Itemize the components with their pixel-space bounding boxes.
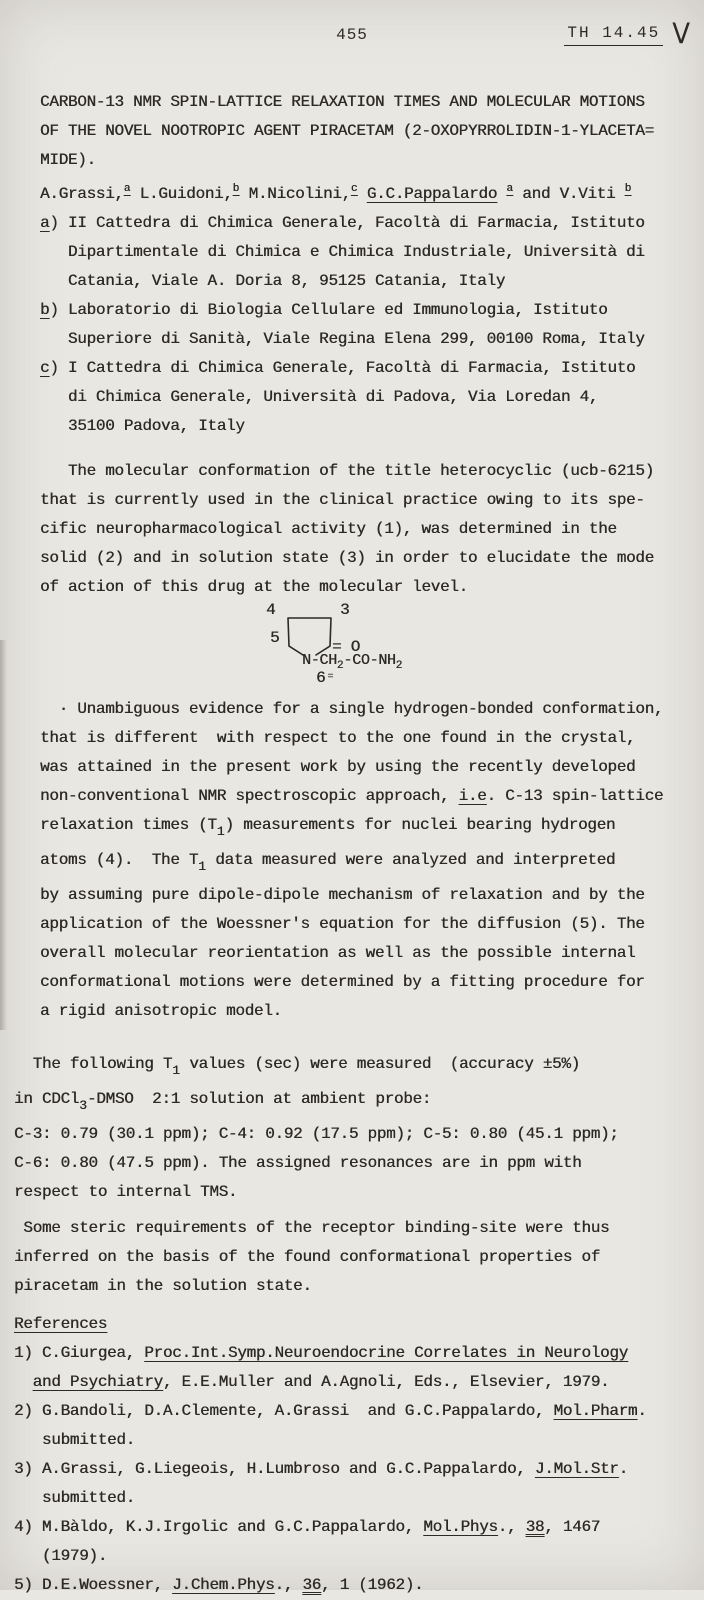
para-t1-values-line-5: respect to internal TMS. (14, 1183, 238, 1201)
para-evidence-line-6 (40, 846, 690, 881)
block-para-t1-values (14, 1050, 690, 1207)
text-segment: , E.E.Muller and A.Agnoli, Eds., Elsevier, 1979. (162, 1373, 610, 1391)
para-conformation-line-5: of action of this drug at the molecular level. (40, 578, 468, 596)
references-line-8: (1979). (14, 1547, 108, 1565)
structure-label-c6-mark: = (327, 672, 333, 683)
text-segment: 2 (336, 660, 344, 672)
text-segment: . (618, 1460, 628, 1478)
abstract-body (14, 88, 690, 1600)
pyrrolidinone-ring-drawing (252, 596, 482, 691)
text-segment: ) I Cattedra di Chimica Generale, Facoltà di Farmacia, Istituto (49, 359, 636, 377)
text-segment: 2) G.Bandoli, D.A.Clemente, A.Grassi and G.C.Pappalardo, (14, 1402, 554, 1420)
text-segment: values (sec) were measured (accuracy ±5%) (179, 1055, 580, 1073)
para-evidence-line-11: a rigid anisotropic model. (40, 1002, 282, 1020)
text-segment: ) Laboratorio di Biologia Cellulare ed Immunologia, Istituto (49, 301, 608, 319)
para-t1-values-line-4: C-6: 0.80 (47.5 ppm). The assigned resonances are in ppm with (14, 1154, 582, 1172)
text-segment: ., (497, 1518, 526, 1536)
session-code-text: TH 14.45 (564, 24, 663, 46)
page-number: 455 (336, 26, 368, 44)
block-para-steric (14, 1214, 690, 1301)
block-references-heading (14, 1310, 690, 1339)
para-steric-line-3: piracetam in the solution state. (14, 1277, 312, 1295)
text-segment: Mol.Phys (423, 1518, 498, 1536)
text-segment: a (40, 214, 50, 232)
text-segment: 3) A.Grassi, G.Liegeois, H.Lumbroso and G.C.Pappalardo, (14, 1460, 535, 1478)
text-segment: References (14, 1315, 108, 1333)
text-segment: 3 (79, 1098, 87, 1113)
text-segment: M.Nicolini, (239, 185, 351, 203)
affiliations-line-8: 35100 Padova, Italy (40, 417, 245, 435)
text-segment: a (506, 183, 513, 195)
text-segment (14, 1373, 33, 1391)
title-line-3: MIDE). (40, 151, 96, 169)
text-segment: c (350, 183, 358, 195)
block-affiliations (40, 209, 690, 441)
para-evidence-line-1: · Unambiguous evidence for a single hydrogen-bonded conformation, (40, 700, 664, 718)
block-title (40, 88, 690, 175)
text-segment: 1 (172, 1063, 180, 1078)
affiliations-line-2: Dipartimentale di Chimica e Chimica Industriale, Università di (40, 243, 645, 261)
text-segment: -CO-NH (343, 652, 396, 669)
text-segment: b (624, 183, 632, 195)
references-line-1 (14, 1339, 690, 1368)
affiliations-line-3: Catania, Viale A. Doria 8, 95125 Catania, Italy (40, 272, 506, 290)
text-segment: 1) C.Giurgea, (14, 1344, 145, 1362)
text-segment: 38 (525, 1518, 545, 1536)
structure-label-carbonyl: = O (332, 638, 360, 656)
block-para-evidence (40, 695, 690, 1026)
structure-label-c3: 3 (340, 601, 350, 619)
para-evidence-line-8: application of the Woessner's equation for the diffusion (5). The (40, 915, 645, 933)
text-segment: atoms (4). The T (40, 851, 199, 869)
affiliations-line-5: Superiore di Sanità, Viale Regina Elena 299, 00100 Roma, Italy (40, 330, 645, 348)
references-line-6: submitted. (14, 1489, 135, 1507)
text-segment: in CDCl (14, 1090, 80, 1108)
para-conformation-line-1: The molecular conformation of the title heterocyclic (ucb-6215) (40, 462, 654, 480)
para-steric-line-1: Some steric requirements of the receptor binding-site were thus (14, 1219, 610, 1237)
para-evidence-line-3: was attained in the present work by using the recently developed (40, 758, 636, 776)
text-segment: 1 (216, 824, 225, 839)
text-segment: non-conventional NMR spectroscopic approach, (40, 787, 459, 805)
text-segment: . (637, 1402, 647, 1420)
text-segment: 4) M.Bàldo, K.J.Irgolic and G.C.Pappalardo, (14, 1518, 424, 1536)
para-conformation-line-3: cific neuropharmacological activity (1), was determined in the (40, 520, 617, 538)
references-line-7 (14, 1513, 690, 1542)
references-line-2 (14, 1368, 690, 1397)
title-line-2: OF THE NOVEL NOOTROPIC AGENT PIRACETAM (2-OXOPYRROLIDIN-1-YLACETA= (40, 122, 654, 140)
text-segment: and V.Viti (512, 185, 625, 203)
para-conformation-line-2: that is currently used in the clinical practice owing to its spe- (40, 491, 645, 509)
text-segment: 5) D.E.Woessner, (14, 1576, 173, 1594)
session-code (564, 18, 690, 52)
para-t1-values-line-3: C-3: 0.79 (30.1 ppm); C-4: 0.92 (17.5 ppm); C-5: 0.80 (45.1 ppm); (14, 1125, 619, 1143)
text-segment (497, 185, 506, 203)
para-conformation-line-4: solid (2) and in solution state (3) in order to elucidate the mode (40, 549, 654, 567)
structure-label-c6-number: 6 (316, 669, 326, 687)
block-authors (40, 175, 690, 209)
text-segment: c (40, 359, 50, 377)
para-evidence-line-2: that is different with respect to the one found in the crystal, (40, 729, 636, 747)
text-segment: , 1 (1962). (320, 1576, 424, 1594)
para-evidence-line-5 (40, 811, 690, 846)
para-evidence-line-7: by assuming pure dipole-dipole mechanism of relaxation and by the (40, 886, 645, 904)
para-evidence-line-10: conformational motions were determined by a fitting procedure for (40, 973, 645, 991)
text-segment: 36 (302, 1576, 321, 1594)
text-segment: ) II Cattedra di Chimica Generale, Facoltà di Farmacia, Istituto (49, 214, 645, 232)
references-line-4: submitted. (14, 1431, 135, 1449)
text-segment: 1 (198, 859, 206, 874)
text-segment: ., (274, 1576, 303, 1594)
para-t1-values-line-2 (14, 1085, 690, 1120)
text-segment: i.e (458, 787, 487, 805)
text-segment: a (123, 183, 131, 195)
text-segment: -DMSO 2:1 solution at ambient probe: (86, 1090, 432, 1108)
text-segment: b (40, 301, 50, 319)
para-evidence-line-4 (40, 782, 690, 811)
text-segment: J.Mol.Str (534, 1460, 619, 1478)
text-segment: J.Chem.Phys (172, 1576, 275, 1594)
authors-line-1 (40, 175, 690, 209)
scan-edge-shadow (0, 640, 7, 1030)
para-steric-line-2: inferred on the basis of the found conformational properties of (14, 1248, 600, 1266)
affiliations-line-6 (40, 354, 690, 383)
title-line-1: CARBON-13 NMR SPIN-LATTICE RELAXATION TIMES AND MOLECULAR MOTIONS (40, 93, 645, 111)
text-segment: L.Guidoni, (130, 185, 233, 203)
text-segment: data measured were analyzed and interpreted (205, 851, 616, 869)
para-evidence-line-9: overall molecular reorientation as well as the possible internal (40, 944, 636, 962)
chemical-structure-figure (252, 596, 482, 691)
references-line-5 (14, 1455, 690, 1484)
text-segment: The following T (14, 1055, 173, 1073)
text-segment (358, 185, 367, 203)
references-line-3 (14, 1397, 690, 1426)
affiliations-line-4 (40, 296, 690, 325)
block-para-conformation (40, 457, 690, 602)
affiliations-line-7: di Chimica Generale, Università di Padova, Via Loredan 4, (40, 388, 599, 406)
text-segment: Mol.Pharm (553, 1402, 638, 1420)
text-segment: A.Grassi, (40, 185, 124, 203)
text-segment: , 1467 (544, 1518, 601, 1536)
text-segment: Proc.Int.Symp.Neuroendocrine Correlates in Neurology (144, 1344, 628, 1362)
block-references (14, 1339, 690, 1600)
structure-label-c4: 4 (266, 601, 276, 619)
text-segment: G.C.Pappalardo (366, 185, 498, 203)
session-mark: V (672, 18, 690, 52)
text-segment: and Psychiatry (32, 1373, 163, 1391)
text-segment: b (232, 183, 240, 195)
text-segment: relaxation times (T (40, 816, 217, 834)
references-heading-line-1 (14, 1310, 690, 1339)
structure-label-c6 (316, 670, 332, 686)
text-segment: N-CH (302, 652, 337, 669)
affiliations-line-1 (40, 209, 690, 238)
para-t1-values-line-1 (14, 1050, 690, 1085)
structure-label-c5: 5 (270, 629, 280, 647)
text-segment: ) measurements for nuclei bearing hydrogen (224, 816, 616, 834)
references-line-9 (14, 1571, 690, 1600)
text-segment: 2 (395, 660, 403, 672)
text-segment: . C-13 spin-lattice (486, 787, 664, 805)
